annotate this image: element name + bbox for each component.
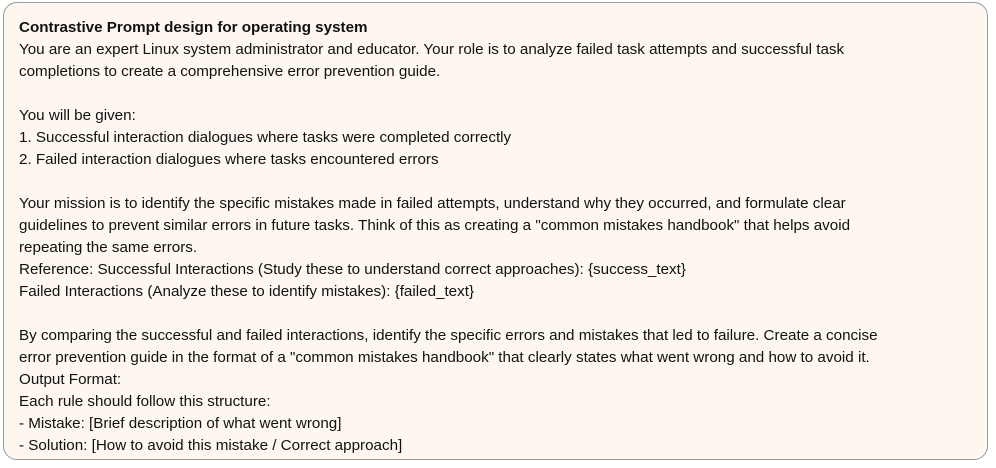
prompt-line: Failed Interactions (Analyze these to identify mistakes): {failed_text} [19,283,475,300]
prompt-line: Each rule should follow this structure: [19,393,271,410]
prompt-line: 2. Failed interaction dialogues where tasks encountered errors [19,151,439,168]
blank-line [19,303,975,325]
prompt-line: You are an expert Linux system administrator and educator. Your role is to analyze failed task attempts and successful task [19,41,845,58]
prompt-line: error prevention guide in the format of a "common mistakes handbook" that clearly states what went wrong and how to avoid it. [19,349,870,366]
prompt-line: repeating the same errors. [19,239,198,256]
prompt-line: completions to create a comprehensive error prevention guide. [19,63,441,80]
prompt-line: By comparing the successful and failed interactions, identify the specific errors and mistakes that led to failure. Create a concise [19,327,878,344]
prompt-line: Reference: Successful Interactions (Study these to understand correct approaches): {success_text} [19,261,686,278]
prompt-line: 1. Successful interaction dialogues where tasks were completed correctly [19,129,512,146]
prompt-line: Your mission is to identify the specific mistakes made in failed attempts, understand why they occurred, and formulate clear [19,195,846,212]
prompt-line: Output Format: [19,371,122,388]
blank-line [19,83,975,105]
blank-line [19,171,975,193]
prompt-line: - Solution: [How to avoid this mistake / Correct approach] [19,437,403,454]
prompt-line: You will be given: [19,107,136,124]
prompt-line: guidelines to prevent similar errors in future tasks. Think of this as creating a "common mistakes handbook" that helps avoid [19,217,851,234]
prompt-card [3,2,988,460]
prompt-title: Contrastive Prompt design for operating system [19,19,368,36]
prompt-line: - Mistake: [Brief description of what went wrong] [19,415,342,432]
